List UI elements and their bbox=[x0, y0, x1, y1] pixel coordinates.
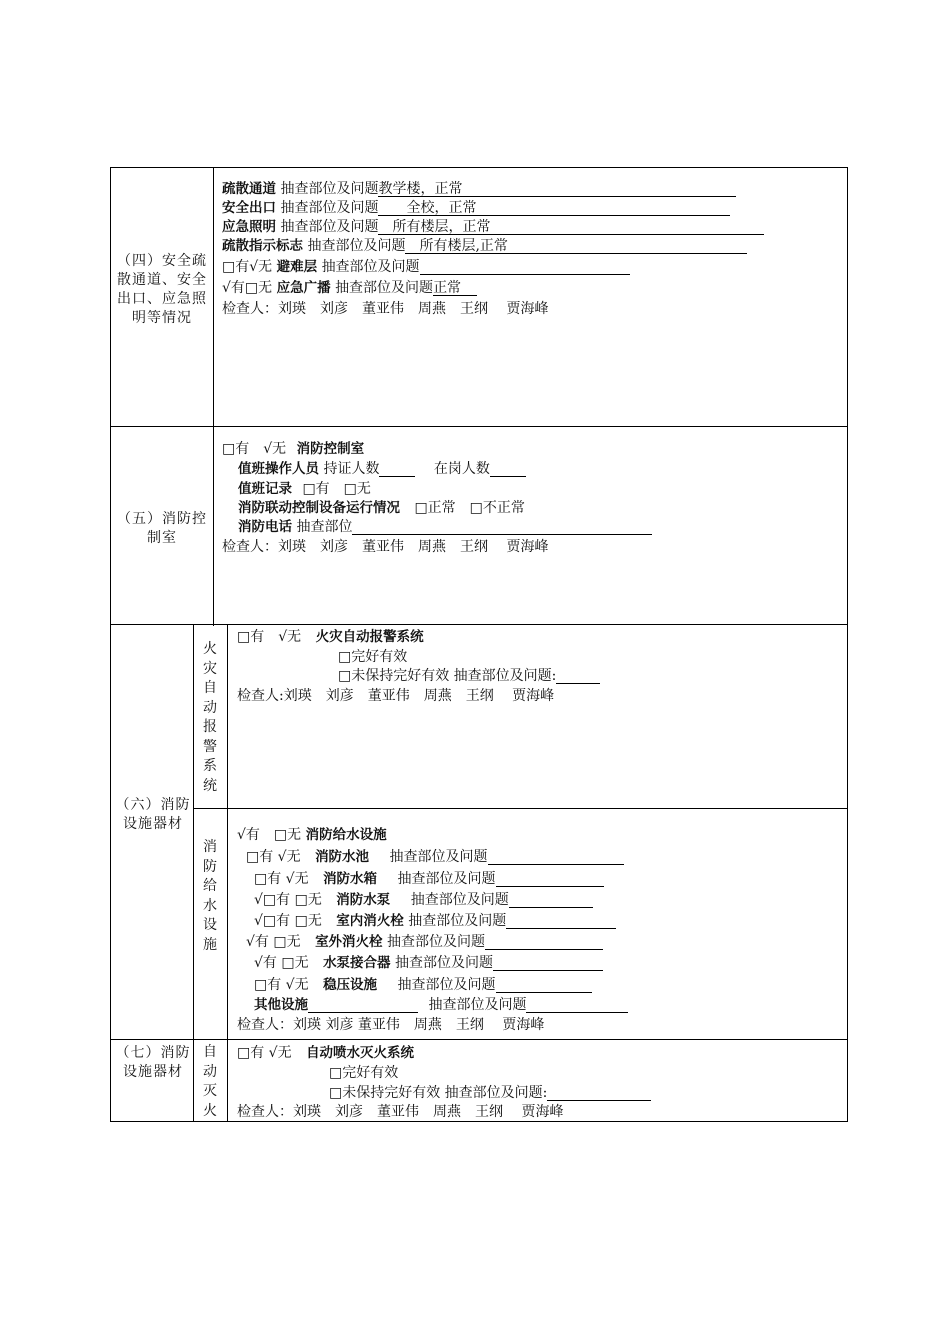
col-divider bbox=[213, 168, 214, 626]
indoor-hydrant-line: √□有 □无 室内消火栓 抽查部位及问题 bbox=[254, 913, 616, 929]
vertical-char: 系 bbox=[203, 758, 217, 774]
fire-phone-line: 消防电话 抽查部位 bbox=[238, 519, 652, 535]
sub-auto-extinguish-label bbox=[201, 1043, 219, 1121]
section7-label: （七）消防设施器材 bbox=[115, 1045, 191, 1080]
pump-adapter-line: √有 □无 水泵接合器 抽查部位及问题 bbox=[254, 955, 603, 971]
row-divider bbox=[193, 808, 848, 809]
sub-water-supply-label bbox=[201, 838, 219, 955]
vertical-char: 设 bbox=[203, 917, 217, 933]
vertical-char: 防 bbox=[203, 858, 217, 875]
sprinkler-opt2: □未保持完好有效 抽查部位及问题: bbox=[329, 1085, 651, 1101]
other-facility-line: 其他设施 抽查部位及问题 bbox=[254, 997, 628, 1013]
vertical-char: 灾 bbox=[203, 660, 217, 677]
water-tank-line: □有 √无 消防水箱 抽查部位及问题 bbox=[254, 871, 604, 887]
duty-operator-line: 值班操作人员 持证人数 在岗人数 bbox=[238, 461, 526, 477]
duty-record-line: 值班记录 □有 □无 bbox=[238, 481, 371, 497]
sub-fire-alarm-label bbox=[201, 640, 219, 796]
fire-alarm-opt1: □完好有效 bbox=[338, 649, 408, 665]
vertical-char: 水 bbox=[203, 897, 217, 914]
row-divider bbox=[110, 1039, 848, 1040]
vertical-char: 火 bbox=[203, 641, 217, 657]
section4-label: （四）安全疏散通道、安全出口、应急照明等情况 bbox=[117, 253, 207, 326]
section6-sub2-inspectors: 检查人：刘瑛 刘彦 董亚伟 周燕 王纲 贾海峰 bbox=[237, 1017, 545, 1033]
vertical-char: 动 bbox=[203, 699, 217, 716]
section7-inspectors: 检查人：刘瑛 刘彦 董亚伟 周燕 王纲 贾海峰 bbox=[237, 1104, 564, 1120]
vertical-char: 警 bbox=[203, 738, 217, 755]
vertical-char: 统 bbox=[203, 777, 217, 794]
vertical-char: 灭 bbox=[203, 1083, 217, 1099]
evac-sign-line: 疏散指示标志 抽查部位及问题 所有楼层,正常 bbox=[222, 238, 747, 254]
vertical-char: 给 bbox=[203, 878, 217, 894]
vertical-char: 自 bbox=[203, 680, 217, 696]
sprinkler-opt1: □完好有效 bbox=[329, 1065, 399, 1081]
water-supply-head: √有 □无 消防给水设施 bbox=[237, 827, 387, 843]
vertical-char: 自 bbox=[203, 1044, 217, 1060]
vertical-char: 施 bbox=[203, 936, 217, 953]
section5-inspectors: 检查人：刘瑛 刘彦 董亚伟 周燕 王纲 贾海峰 bbox=[222, 539, 549, 555]
col-divider bbox=[193, 624, 194, 1122]
emergency-broadcast-line: √有□无 应急广播 抽查部位及问题正常 bbox=[222, 280, 477, 296]
control-room-line: □有 √无 消防控制室 bbox=[222, 441, 365, 457]
section4-inspectors: 检查人：刘瑛 刘彦 董亚伟 周燕 王纲 贾海峰 bbox=[222, 301, 549, 317]
water-pool-line: □有 √无 消防水池 抽查部位及问题 bbox=[246, 849, 624, 865]
fire-alarm-line: □有 √无 火灾自动报警系统 bbox=[237, 629, 424, 645]
water-pump-line: √□有 □无 消防水泵 抽查部位及问题 bbox=[254, 892, 593, 908]
row-divider bbox=[110, 624, 848, 625]
evac-route-line: 疏散通道 抽查部位及问题教学楼，正常 bbox=[222, 181, 736, 197]
section5-label: （五）消防控制室 bbox=[117, 511, 207, 546]
vertical-char: 动 bbox=[203, 1063, 217, 1080]
safety-exit-line: 安全出口 抽查部位及问题 全校，正常 bbox=[222, 200, 730, 216]
emergency-lighting-line: 应急照明 抽查部位及问题 所有楼层，正常 bbox=[222, 219, 764, 235]
vertical-char: 报 bbox=[203, 719, 217, 735]
vertical-char: 火 bbox=[203, 1102, 217, 1119]
pressure-device-line: □有 √无 稳压设施 抽查部位及问题 bbox=[254, 977, 592, 993]
refuge-floor-line: □有√无 避难层 抽查部位及问题 bbox=[222, 259, 630, 275]
row-divider bbox=[110, 426, 848, 427]
linkage-line: 消防联动控制设备运行情况 □正常 □不正常 bbox=[238, 500, 525, 516]
section6-sub1-inspectors: 检查人:刘瑛 刘彦 董亚伟 周燕 王纲 贾海峰 bbox=[237, 688, 555, 704]
sprinkler-line: □有 √无 自动喷水灭火系统 bbox=[237, 1045, 415, 1061]
col-divider bbox=[227, 624, 228, 1122]
fire-alarm-opt2: □未保持完好有效 抽查部位及问题: bbox=[338, 668, 600, 684]
outdoor-hydrant-line: √有 □无 室外消火栓 抽查部位及问题 bbox=[246, 934, 603, 950]
section6-label: （六）消防设施器材 bbox=[115, 797, 191, 832]
vertical-char: 消 bbox=[203, 839, 217, 855]
